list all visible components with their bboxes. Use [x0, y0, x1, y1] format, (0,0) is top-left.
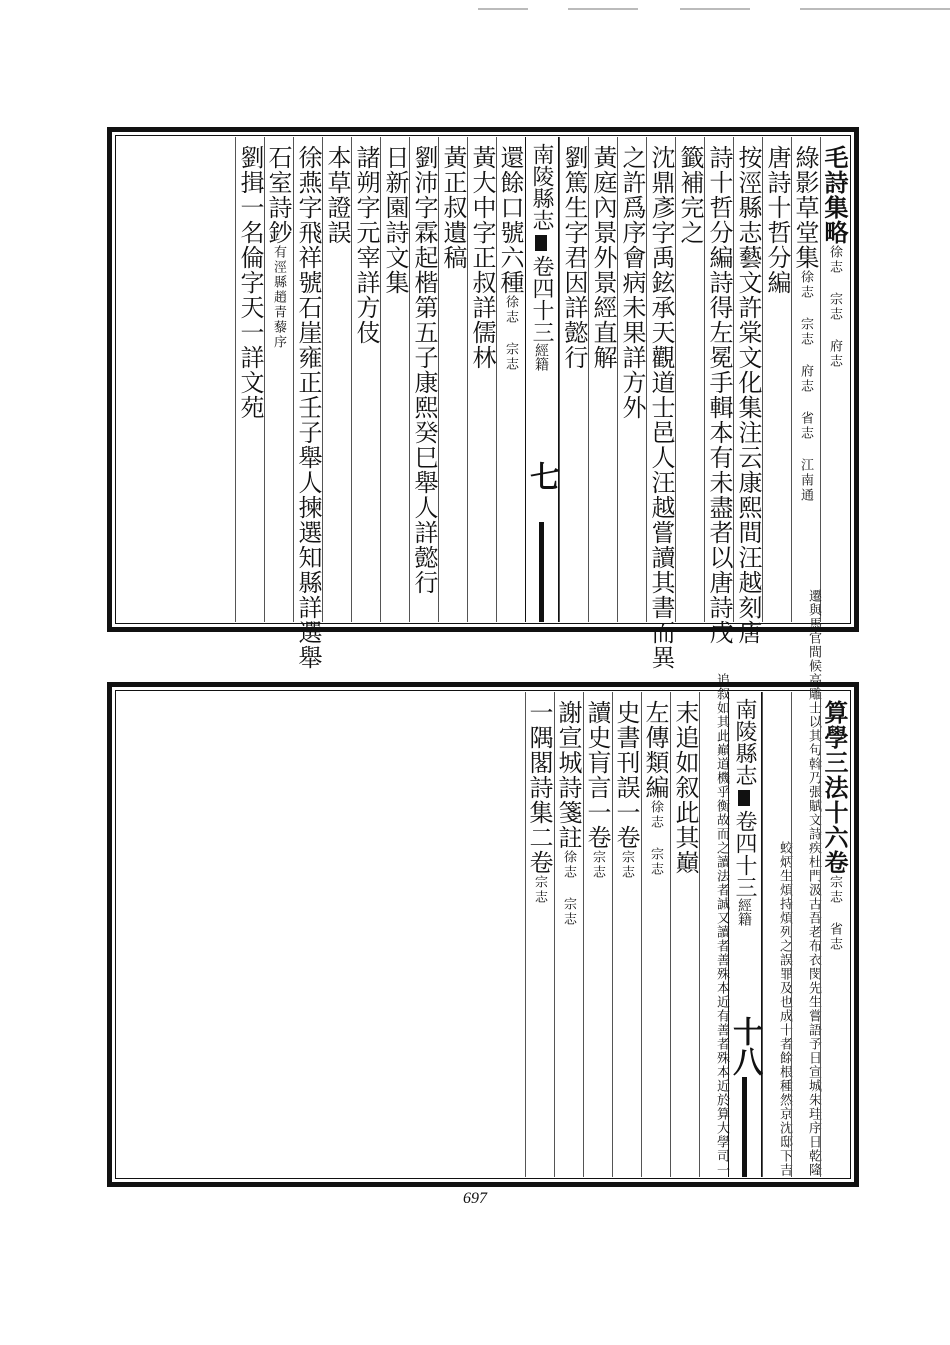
entry-text: 黃大中字正叔詳儒林: [468, 145, 496, 370]
text-column: [438, 137, 467, 622]
text-column: [791, 137, 820, 622]
source-note: 有涇縣趙青藜序: [271, 245, 286, 350]
preface-text-column: [762, 692, 791, 1177]
entry-text: 按涇縣志藝文許棠文化集注云康熙間汪越刻唐: [734, 145, 762, 645]
entry-text: 黃庭內景外景經直解: [589, 145, 617, 370]
scan-mark: [680, 8, 750, 10]
text-column: [612, 692, 641, 1177]
text-column: [235, 137, 264, 622]
text-column: [496, 137, 525, 622]
text-column: [409, 137, 438, 622]
preface-line: 有善者殊本近: [714, 1009, 729, 1093]
bottom-page-columns: [117, 589, 849, 1177]
page-number: 697: [463, 1190, 487, 1207]
source-note: 徐志 宗志: [648, 800, 663, 877]
preface-line: 成十者餘根種: [777, 1009, 792, 1093]
entry-text: 算學三法十六卷: [820, 700, 849, 875]
text-column: [704, 137, 733, 645]
entry-text: 唐詩十哲分編: [763, 145, 791, 295]
gazetteer-title: 南陵縣志: [732, 698, 757, 786]
entry-text: 籤補完之: [676, 145, 704, 245]
preface-text-column: [791, 589, 821, 1177]
scan-mark: [478, 8, 528, 10]
preface-line: 之讀法者誠又: [714, 841, 729, 925]
preface-line: 於算大學司一: [714, 1093, 729, 1177]
text-column: [554, 692, 583, 1177]
source-note: 徐志 宗志 府志 省志 江南通: [798, 270, 813, 503]
section-label: 經籍: [736, 898, 752, 926]
section-label: 經籍: [533, 343, 549, 371]
entry-text: 詩十哲分編詩得左冕手輯本有未盡者以唐詩戊: [705, 145, 733, 645]
preface-line: 疾杜門汲古吾: [806, 841, 821, 925]
source-note: 徐志 宗志 府志: [827, 245, 842, 369]
preface-line: 讀者善殊本近: [714, 925, 729, 1009]
folio-number: 十八: [727, 1016, 762, 1076]
entry-text: 讀史肓言一卷: [583, 700, 611, 850]
text-column: [670, 692, 699, 1177]
entry-text: 一隅閣詩集二卷: [525, 700, 553, 875]
preface-text-column: [699, 673, 729, 1177]
entry-text: 末追如叙此其巔: [671, 700, 699, 875]
entry-text: 黃正叔遺稿: [439, 145, 467, 270]
text-column: [467, 137, 496, 622]
center-margin-column: [728, 692, 762, 1177]
preface-line: 然京沈邸下吉: [777, 1093, 792, 1177]
scan-mark: [568, 8, 638, 10]
entry-text: 徐燕字飛祥號石崖雍正壬子舉人揀選知縣詳選舉: [294, 145, 322, 670]
entry-text: 石室詩鈔: [264, 145, 292, 245]
text-column: [351, 137, 380, 622]
entry-text: 劉篤生字君因詳懿行: [560, 145, 588, 370]
entry-text: 綠影草堂集: [791, 145, 819, 270]
preface-line: 高雕士以其句: [806, 673, 821, 757]
preface-line: 遷與馬官間候: [806, 589, 821, 673]
source-note: 徐志 宗志: [561, 850, 576, 927]
entry-text: 日新園詩文集: [381, 145, 409, 295]
source-note: 宗志: [619, 850, 634, 880]
fish-tail-mark-icon: [535, 235, 547, 251]
preface-line: 老布衣閔先生: [806, 925, 821, 1009]
text-column: [293, 137, 322, 670]
text-column: [588, 137, 617, 622]
entry-text: 史書刊誤一卷: [612, 700, 640, 850]
text-column: [820, 137, 849, 622]
entry-text: 劉揖一名倫字天一詳文苑: [236, 145, 264, 420]
preface-line: 嘗語予日宣城: [806, 1009, 821, 1093]
preface-line: 道機乎衡故而: [714, 757, 729, 841]
entry-text: 沈鼎彥字禹鉉承天觀道士邑人汪越嘗讀其書而異: [647, 145, 675, 670]
entry-text: 左傳類編: [641, 700, 669, 800]
text-column: [646, 137, 675, 670]
text-column: [525, 692, 554, 1177]
volume-label: 卷四十三: [529, 255, 554, 343]
text-column: [583, 692, 612, 1177]
entry-text: 謝宣城詩箋註: [554, 700, 582, 850]
preface-line: 追叙如其此巔: [714, 673, 729, 757]
entry-text: 諸朔字元宰詳方伎: [352, 145, 380, 345]
text-column: [322, 137, 351, 622]
bottom-page-frame: [107, 589, 859, 1187]
source-note: 宗志: [532, 875, 547, 905]
scan-mark: [800, 8, 950, 10]
text-column: [559, 137, 588, 622]
text-column: [264, 137, 293, 622]
preface-line: 列之誤罪及也: [777, 925, 792, 1009]
entry-text: 之許爲序會病未果詳方外: [618, 145, 646, 420]
text-column: [675, 137, 704, 622]
text-column: [641, 692, 670, 1177]
source-note: 徐志 宗志: [503, 295, 518, 372]
text-column: [617, 137, 646, 622]
center-margin-column: [525, 137, 559, 622]
fish-tail-mark-icon: [738, 790, 750, 806]
text-column: [820, 692, 849, 1177]
source-note: 宗志: [590, 850, 605, 880]
entry-text: 還餘口號六種: [496, 145, 524, 295]
preface-line: 斡乃張賦文詩: [806, 757, 821, 841]
entry-text: 劉沛字霖起楷第五子康熙癸巳舉人詳懿行: [410, 145, 438, 595]
gazetteer-title: 南陵縣志: [529, 143, 554, 231]
folio-number: 七: [524, 461, 559, 491]
text-column: [762, 137, 791, 622]
text-column: [733, 137, 762, 645]
source-note: 宗志 省志: [827, 875, 842, 952]
margin-block-line: [539, 522, 544, 622]
preface-line: 朱珪序日乾隆: [806, 1093, 821, 1177]
margin-block-line: [742, 1077, 747, 1177]
entry-text: 毛詩集略: [820, 145, 849, 245]
entry-text: 本草證誤: [323, 145, 351, 245]
text-column: [380, 137, 409, 622]
top-page-frame: [107, 127, 859, 670]
volume-label: 卷四十三: [732, 810, 757, 898]
preface-line: 蛟炳生煩持煩: [777, 841, 792, 925]
